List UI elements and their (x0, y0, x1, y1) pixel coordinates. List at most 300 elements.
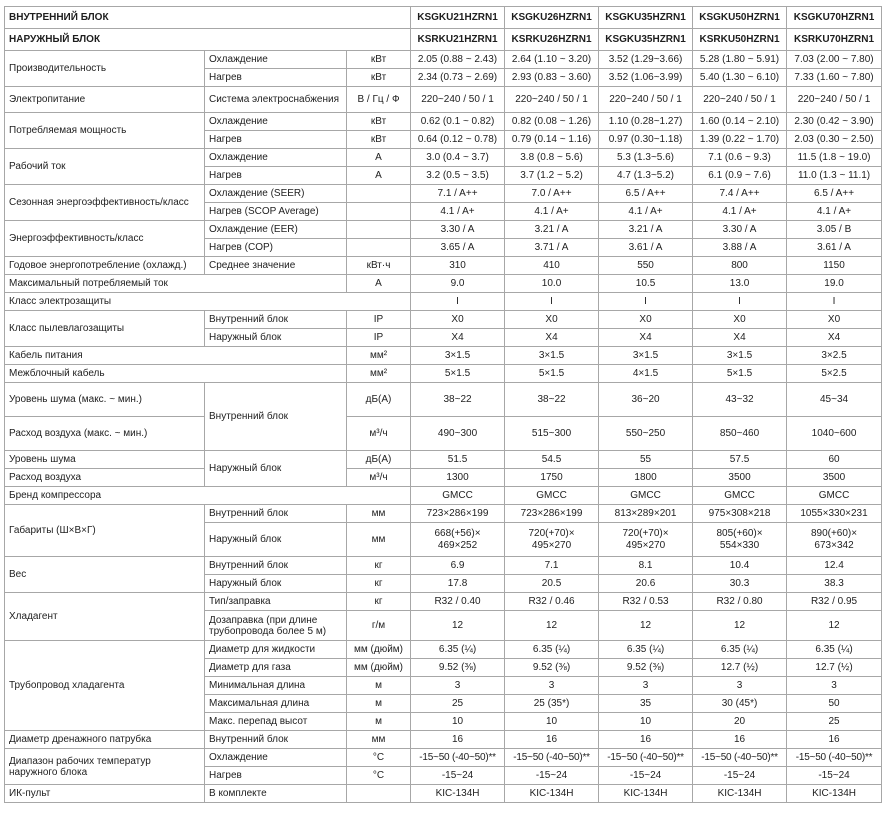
value-cell: 3.52 (1.29~3.66) (599, 51, 693, 69)
table-row (5, 749, 882, 767)
spec-table-body (5, 7, 882, 803)
row-label: Внутренний блок (205, 383, 347, 451)
value-cell: 490~300 (411, 417, 505, 451)
value-cell: 3.61 / A (599, 239, 693, 257)
unit-cell: мм (347, 505, 411, 523)
value-cell: X0 (693, 311, 787, 329)
value-cell: 12.7 (½) (787, 659, 882, 677)
value-cell: 3×1.5 (505, 347, 599, 365)
value-cell: KIC-134H (411, 785, 505, 803)
row-label: Диапазон рабочих температур наружного блока (5, 749, 205, 785)
value-cell: X4 (599, 329, 693, 347)
row-label: Нагрев (COP) (205, 239, 347, 257)
value-cell: 5×1.5 (505, 365, 599, 383)
value-cell: 7.1 / A++ (411, 185, 505, 203)
row-label: Внутренний блок (205, 311, 347, 329)
value-cell: 10.5 (599, 275, 693, 293)
value-cell: 1.60 (0.14 ~ 2.10) (693, 113, 787, 131)
row-label: Наружный блок (205, 329, 347, 347)
unit-cell: кг (347, 593, 411, 611)
value-cell: 16 (599, 731, 693, 749)
value-cell: 12.4 (787, 557, 882, 575)
value-cell: 8.1 (599, 557, 693, 575)
table-row (5, 185, 882, 203)
row-label: Охлаждение (SEER) (205, 185, 347, 203)
value-cell: 17.8 (411, 575, 505, 593)
value-cell: 3 (599, 677, 693, 695)
value-cell: 5.28 (1.80 ~ 5.91) (693, 51, 787, 69)
value-cell: 50 (787, 695, 882, 713)
value-cell: 3.21 / A (505, 221, 599, 239)
value-cell: 6.35 (¼) (599, 641, 693, 659)
value-cell: 6.5 / A++ (599, 185, 693, 203)
value-cell: KSGKU26HZRN1 (505, 7, 599, 29)
value-cell: X0 (505, 311, 599, 329)
row-label: Годовое энергопотребление (охлажд.) (5, 257, 205, 275)
row-label: Габариты (Ш×В×Г) (5, 505, 205, 557)
value-cell: 3.7 (1.2 ~ 5.2) (505, 167, 599, 185)
value-cell: 9.52 (⅜) (411, 659, 505, 677)
value-cell: 6.35 (¼) (693, 641, 787, 659)
value-cell: 3.52 (1.06~3.99) (599, 69, 693, 87)
unit-cell: мм (дюйм) (347, 641, 411, 659)
value-cell: 220~240 / 50 / 1 (411, 87, 505, 113)
value-cell: 7.1 (505, 557, 599, 575)
value-cell: X0 (411, 311, 505, 329)
value-cell: 723×286×199 (411, 505, 505, 523)
table-row (5, 641, 882, 659)
value-cell: GMCC (787, 487, 882, 505)
value-cell: 6.35 (¼) (787, 641, 882, 659)
value-cell: 2.03 (0.30 ~ 2.50) (787, 131, 882, 149)
value-cell: 3 (693, 677, 787, 695)
value-cell: X4 (411, 329, 505, 347)
value-cell: 20.5 (505, 575, 599, 593)
row-label: Охлаждение (205, 51, 347, 69)
unit-cell: кВт (347, 51, 411, 69)
value-cell: 60 (787, 451, 882, 469)
unit-cell (347, 785, 411, 803)
table-row (5, 417, 882, 451)
value-cell: 3.2 (0.5 ~ 3.5) (411, 167, 505, 185)
value-cell: I (411, 293, 505, 311)
table-row (5, 469, 882, 487)
value-cell: 0.97 (0.30~1.18) (599, 131, 693, 149)
value-cell: 6.9 (411, 557, 505, 575)
table-row (5, 221, 882, 239)
value-cell: KSRKU50HZRN1 (693, 29, 787, 51)
row-label: В комплекте (205, 785, 347, 803)
unit-cell: м (347, 695, 411, 713)
value-cell: 4.1 / A+ (505, 203, 599, 221)
value-cell: 9.52 (⅜) (599, 659, 693, 677)
value-cell: 16 (411, 731, 505, 749)
value-cell: 1300 (411, 469, 505, 487)
value-cell: 12 (411, 611, 505, 641)
value-cell: X4 (505, 329, 599, 347)
table-row (5, 347, 882, 365)
value-cell: 668(+56)× 469×252 (411, 523, 505, 557)
value-cell: 2.64 (1.10 ~ 3.20) (505, 51, 599, 69)
value-cell: 20.6 (599, 575, 693, 593)
unit-cell (347, 221, 411, 239)
value-cell: 1150 (787, 257, 882, 275)
value-cell: KSRKU26HZRN1 (505, 29, 599, 51)
value-cell: -15~50 (-40~50)** (599, 749, 693, 767)
row-label: ВНУТРЕННИЙ БЛОК (5, 7, 411, 29)
value-cell: 5.3 (1.3~5.6) (599, 149, 693, 167)
row-label: Класс электрозащиты (5, 293, 411, 311)
value-cell: 720(+70)× 495×270 (505, 523, 599, 557)
value-cell: 1.39 (0.22 ~ 1.70) (693, 131, 787, 149)
unit-cell: кг (347, 557, 411, 575)
row-label: Сезонная энергоэффективность/класс (5, 185, 205, 221)
value-cell: KSRKU70HZRN1 (787, 29, 882, 51)
table-row (5, 451, 882, 469)
table-row (5, 149, 882, 167)
value-cell: KSGKU35HZRN1 (599, 7, 693, 29)
value-cell: 890(+60)× 673×342 (787, 523, 882, 557)
unit-cell: °C (347, 749, 411, 767)
unit-cell: мм (347, 731, 411, 749)
value-cell: -15~50 (-40~50)** (787, 749, 882, 767)
value-cell: 6.35 (¼) (505, 641, 599, 659)
value-cell: 3500 (787, 469, 882, 487)
value-cell: I (787, 293, 882, 311)
value-cell: 975×308×218 (693, 505, 787, 523)
value-cell: 850~460 (693, 417, 787, 451)
value-cell: 6.35 (¼) (411, 641, 505, 659)
value-cell: KSGKU21HZRN1 (411, 7, 505, 29)
value-cell: 9.0 (411, 275, 505, 293)
value-cell: X0 (787, 311, 882, 329)
value-cell: X0 (599, 311, 693, 329)
spec-table (4, 6, 882, 803)
value-cell: 3500 (693, 469, 787, 487)
value-cell: -15~50 (-40~50)** (693, 749, 787, 767)
value-cell: I (505, 293, 599, 311)
value-cell: 10 (599, 713, 693, 731)
value-cell: R32 / 0.53 (599, 593, 693, 611)
value-cell: 10 (505, 713, 599, 731)
value-cell: 25 (411, 695, 505, 713)
unit-cell: м³/ч (347, 417, 411, 451)
value-cell: 4.1 / A+ (693, 203, 787, 221)
table-row (5, 311, 882, 329)
value-cell: 2.30 (0.42 ~ 3.90) (787, 113, 882, 131)
value-cell: R32 / 0.80 (693, 593, 787, 611)
value-cell: 55 (599, 451, 693, 469)
value-cell: -15~24 (599, 767, 693, 785)
row-label: НАРУЖНЫЙ БЛОК (5, 29, 411, 51)
row-label: Среднее значение (205, 257, 347, 275)
value-cell: 550 (599, 257, 693, 275)
value-cell: GMCC (599, 487, 693, 505)
value-cell: 12.7 (½) (693, 659, 787, 677)
value-cell: R32 / 0.95 (787, 593, 882, 611)
table-row (5, 731, 882, 749)
value-cell: 0.64 (0.12 ~ 0.78) (411, 131, 505, 149)
value-cell: -15~50 (-40~50)** (505, 749, 599, 767)
unit-cell: г/м (347, 611, 411, 641)
value-cell: 0.62 (0.1 ~ 0.82) (411, 113, 505, 131)
value-cell: 4.7 (1.3~5.2) (599, 167, 693, 185)
row-label: Вес (5, 557, 205, 593)
table-row (5, 487, 882, 505)
value-cell: 38~22 (505, 383, 599, 417)
value-cell: 11.0 (1.3 ~ 11.1) (787, 167, 882, 185)
value-cell: 1040~600 (787, 417, 882, 451)
unit-cell: м (347, 713, 411, 731)
value-cell: 3.71 / A (505, 239, 599, 257)
unit-cell: IP (347, 329, 411, 347)
value-cell: 3.05 / B (787, 221, 882, 239)
value-cell: X4 (787, 329, 882, 347)
value-cell: 12 (693, 611, 787, 641)
unit-cell (347, 239, 411, 257)
table-row (5, 505, 882, 523)
value-cell: 6.1 (0.9 ~ 7.6) (693, 167, 787, 185)
unit-cell: мм² (347, 365, 411, 383)
value-cell: -15~24 (505, 767, 599, 785)
unit-cell: мм (дюйм) (347, 659, 411, 677)
row-label: Внутренний блок (205, 557, 347, 575)
value-cell: 7.0 / A++ (505, 185, 599, 203)
value-cell: 1800 (599, 469, 693, 487)
value-cell: KIC-134H (505, 785, 599, 803)
row-label: Бренд компрессора (5, 487, 411, 505)
value-cell: -15~24 (693, 767, 787, 785)
value-cell: 38~22 (411, 383, 505, 417)
value-cell: 550~250 (599, 417, 693, 451)
value-cell: 3×1.5 (599, 347, 693, 365)
value-cell: 20 (693, 713, 787, 731)
value-cell: 16 (505, 731, 599, 749)
row-label: Нагрев (205, 167, 347, 185)
row-label: Нагрев (205, 69, 347, 87)
value-cell: 43~32 (693, 383, 787, 417)
row-label: Охлаждение (205, 113, 347, 131)
unit-cell: кВт·ч (347, 257, 411, 275)
value-cell: -15~50 (-40~50)** (411, 749, 505, 767)
value-cell: R32 / 0.40 (411, 593, 505, 611)
value-cell: 16 (693, 731, 787, 749)
value-cell: 220~240 / 50 / 1 (787, 87, 882, 113)
value-cell: 5×2.5 (787, 365, 882, 383)
row-label: ИК-пульт (5, 785, 205, 803)
value-cell: 3×2.5 (787, 347, 882, 365)
value-cell: 3×1.5 (693, 347, 787, 365)
unit-cell (347, 185, 411, 203)
value-cell: 11.5 (1.8 ~ 19.0) (787, 149, 882, 167)
row-label: Охлаждение (EER) (205, 221, 347, 239)
row-label: Потребляемая мощность (5, 113, 205, 149)
row-label: Внутренний блок (205, 505, 347, 523)
value-cell: 3 (505, 677, 599, 695)
row-label: Диаметр дренажного патрубка (5, 731, 205, 749)
row-label: Уровень шума (макс. ~ мин.) (5, 383, 205, 417)
value-cell: 310 (411, 257, 505, 275)
value-cell: 3.88 / A (693, 239, 787, 257)
table-row (5, 785, 882, 803)
row-label: Электропитание (5, 87, 205, 113)
unit-cell: А (347, 149, 411, 167)
row-label: Производительность (5, 51, 205, 87)
value-cell: 4.1 / A+ (787, 203, 882, 221)
table-row (5, 29, 882, 51)
value-cell: 720(+70)× 495×270 (599, 523, 693, 557)
unit-cell: IP (347, 311, 411, 329)
table-row (5, 51, 882, 69)
value-cell: -15~24 (787, 767, 882, 785)
unit-cell: А (347, 275, 411, 293)
row-label: Диаметр для жидкости (205, 641, 347, 659)
value-cell: 410 (505, 257, 599, 275)
value-cell: GMCC (505, 487, 599, 505)
row-label: Внутренний блок (205, 731, 347, 749)
row-label: Система электроснабжения (205, 87, 347, 113)
value-cell: 12 (599, 611, 693, 641)
row-label: Нагрев (SCOP Average) (205, 203, 347, 221)
row-label: Макс. перепад высот (205, 713, 347, 731)
value-cell: 25 (35*) (505, 695, 599, 713)
value-cell: 800 (693, 257, 787, 275)
unit-cell: м³/ч (347, 469, 411, 487)
row-label: Дозаправка (при длине трубопровода более 5 м) (205, 611, 347, 641)
unit-cell: кВт (347, 113, 411, 131)
table-row (5, 7, 882, 29)
row-label: Наружный блок (205, 451, 347, 487)
row-label: Энергоэффективность/класс (5, 221, 205, 257)
value-cell: 515~300 (505, 417, 599, 451)
value-cell: I (599, 293, 693, 311)
table-row (5, 593, 882, 611)
value-cell: 3×1.5 (411, 347, 505, 365)
row-label: Охлаждение (205, 149, 347, 167)
value-cell: 9.52 (⅜) (505, 659, 599, 677)
value-cell: 12 (505, 611, 599, 641)
value-cell: 1750 (505, 469, 599, 487)
table-row (5, 383, 882, 417)
value-cell: 3.8 (0.8 ~ 5.6) (505, 149, 599, 167)
row-label: Класс пылевлагозащиты (5, 311, 205, 347)
unit-cell: кВт (347, 69, 411, 87)
value-cell: 57.5 (693, 451, 787, 469)
row-label: Нагрев (205, 131, 347, 149)
value-cell: -15~24 (411, 767, 505, 785)
value-cell: 19.0 (787, 275, 882, 293)
value-cell: 30.3 (693, 575, 787, 593)
unit-cell: дБ(А) (347, 451, 411, 469)
value-cell: 3 (787, 677, 882, 695)
unit-cell: В / Гц / Ф (347, 87, 411, 113)
row-label: Трубопровод хладагента (5, 641, 205, 731)
value-cell: 3 (411, 677, 505, 695)
value-cell: 10.4 (693, 557, 787, 575)
value-cell: 7.33 (1.60 ~ 7.80) (787, 69, 882, 87)
row-label: Охлаждение (205, 749, 347, 767)
value-cell: 7.03 (2.00 ~ 7.80) (787, 51, 882, 69)
unit-cell: мм² (347, 347, 411, 365)
unit-cell (347, 203, 411, 221)
row-label: Максимальный потребляемый ток (5, 275, 347, 293)
row-label: Тип/заправка (205, 593, 347, 611)
value-cell: KIC-134H (787, 785, 882, 803)
row-label: Расход воздуха (макс. ~ мин.) (5, 417, 205, 451)
value-cell: 723×286×199 (505, 505, 599, 523)
value-cell: 3.30 / A (411, 221, 505, 239)
value-cell: 2.93 (0.83 ~ 3.60) (505, 69, 599, 87)
row-label: Максимальная длина (205, 695, 347, 713)
value-cell: 5×1.5 (411, 365, 505, 383)
value-cell: 5.40 (1.30 ~ 6.10) (693, 69, 787, 87)
value-cell: KSRKU21HZRN1 (411, 29, 505, 51)
table-row (5, 293, 882, 311)
value-cell: 5×1.5 (693, 365, 787, 383)
value-cell: 3.61 / A (787, 239, 882, 257)
unit-cell: кг (347, 575, 411, 593)
value-cell: 3.21 / A (599, 221, 693, 239)
value-cell: 1055×330×231 (787, 505, 882, 523)
unit-cell: дБ(А) (347, 383, 411, 417)
value-cell: 36~20 (599, 383, 693, 417)
value-cell: 813×289×201 (599, 505, 693, 523)
value-cell: 7.4 / A++ (693, 185, 787, 203)
value-cell: I (693, 293, 787, 311)
unit-cell: мм (347, 523, 411, 557)
value-cell: 4.1 / A+ (599, 203, 693, 221)
row-label: Нагрев (205, 767, 347, 785)
value-cell: GMCC (411, 487, 505, 505)
value-cell: 220~240 / 50 / 1 (693, 87, 787, 113)
table-row (5, 257, 882, 275)
unit-cell: кВт (347, 131, 411, 149)
unit-cell: А (347, 167, 411, 185)
value-cell: 25 (787, 713, 882, 731)
unit-cell: м (347, 677, 411, 695)
value-cell: 0.82 (0.08 ~ 1.26) (505, 113, 599, 131)
value-cell: 3.30 / A (693, 221, 787, 239)
value-cell: 2.34 (0.73 ~ 2.69) (411, 69, 505, 87)
value-cell: KIC-134H (599, 785, 693, 803)
value-cell: 4×1.5 (599, 365, 693, 383)
value-cell: KSGKU50HZRN1 (693, 7, 787, 29)
value-cell: KSGKU70HZRN1 (787, 7, 882, 29)
row-label: Хладагент (5, 593, 205, 641)
value-cell: 1.10 (0.28~1.27) (599, 113, 693, 131)
row-label: Межблочный кабель (5, 365, 347, 383)
value-cell: 220~240 / 50 / 1 (599, 87, 693, 113)
value-cell: 16 (787, 731, 882, 749)
unit-cell: °C (347, 767, 411, 785)
value-cell: 45~34 (787, 383, 882, 417)
row-label: Наружный блок (205, 523, 347, 557)
value-cell: 12 (787, 611, 882, 641)
table-row (5, 557, 882, 575)
value-cell: 6.5 / A++ (787, 185, 882, 203)
value-cell: 0.79 (0.14 ~ 1.16) (505, 131, 599, 149)
value-cell: 51.5 (411, 451, 505, 469)
row-label: Минимальная длина (205, 677, 347, 695)
value-cell: 3.65 / A (411, 239, 505, 257)
value-cell: 13.0 (693, 275, 787, 293)
table-row (5, 113, 882, 131)
value-cell: GMCC (693, 487, 787, 505)
value-cell: 3.0 (0.4 ~ 3.7) (411, 149, 505, 167)
row-label: Наружный блок (205, 575, 347, 593)
value-cell: 7.1 (0.6 ~ 9.3) (693, 149, 787, 167)
value-cell: 30 (45*) (693, 695, 787, 713)
